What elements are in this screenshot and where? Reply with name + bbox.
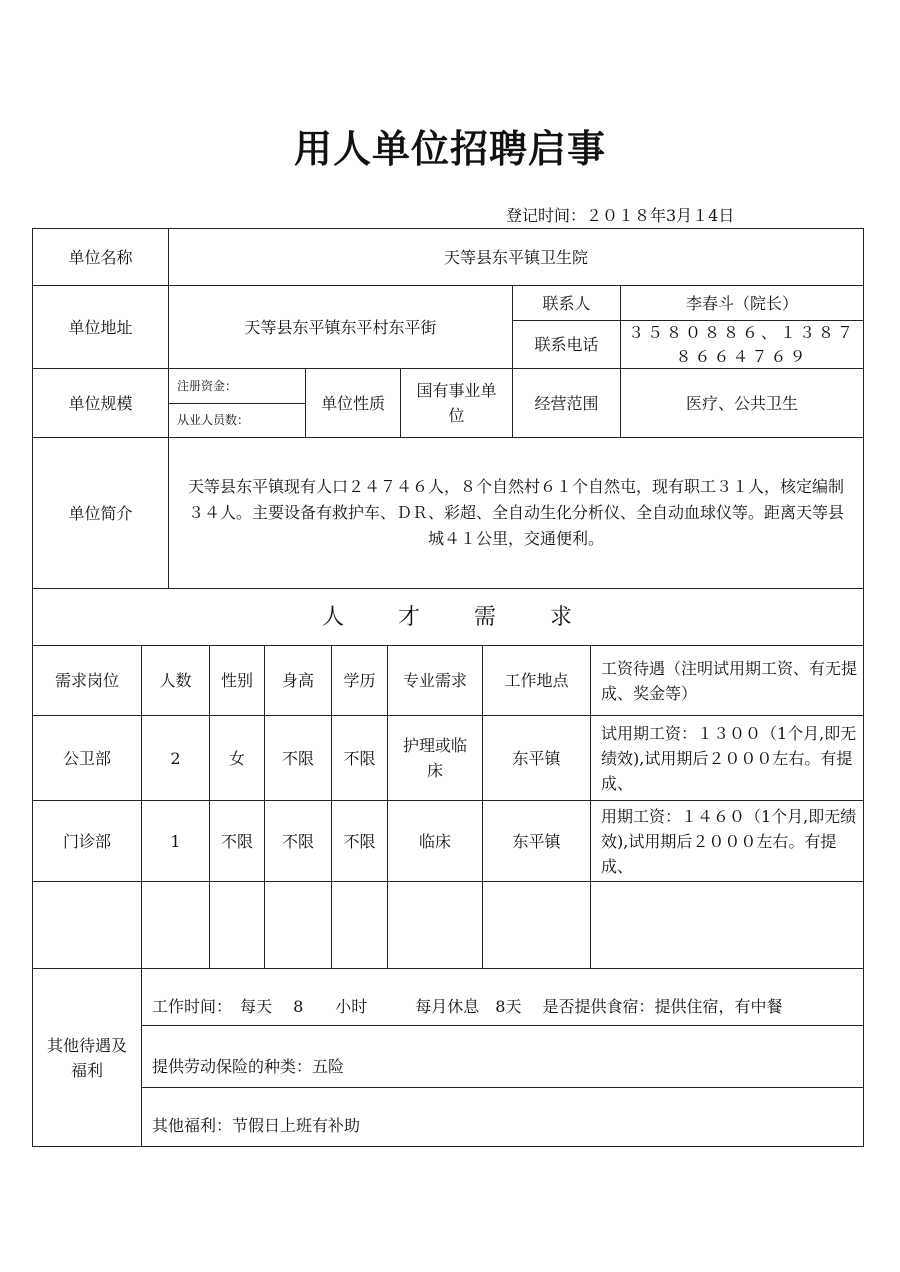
contact-label: 联系人 bbox=[512, 285, 621, 321]
header-education: 学历 bbox=[331, 645, 388, 716]
phone-value: ３５８０８８６、１３８７８６６４７６９ bbox=[620, 320, 864, 369]
row3-height bbox=[264, 881, 332, 969]
business-scope-value: 医疗、公共卫生 bbox=[620, 368, 864, 438]
row2-position: 门诊部 bbox=[32, 800, 142, 882]
row3-position bbox=[32, 881, 142, 969]
row1-count: 2 bbox=[141, 715, 210, 801]
row3-education bbox=[331, 881, 388, 969]
business-scope-label: 经营范围 bbox=[512, 368, 621, 438]
header-major: 专业需求 bbox=[387, 645, 483, 716]
row2-height: 不限 bbox=[264, 800, 332, 882]
unit-name-label: 单位名称 bbox=[32, 228, 169, 286]
row1-education: 不限 bbox=[331, 715, 388, 801]
header-location: 工作地点 bbox=[482, 645, 591, 716]
row2-education: 不限 bbox=[331, 800, 388, 882]
staff-count-label: 从业人员数： bbox=[168, 403, 306, 438]
header-gender: 性别 bbox=[209, 645, 265, 716]
phone-label: 联系电话 bbox=[512, 320, 621, 369]
heading-char: 求 bbox=[550, 604, 575, 630]
row1-major: 护理或临床 bbox=[387, 715, 483, 801]
heading-char: 需 bbox=[474, 604, 499, 630]
row3-count bbox=[141, 881, 210, 969]
row3-salary bbox=[590, 881, 864, 969]
unit-nature-label: 单位性质 bbox=[305, 368, 401, 438]
row3-gender bbox=[209, 881, 265, 969]
unit-scale-label: 单位规模 bbox=[32, 368, 169, 438]
benefits-other: 其他福利：节假日上班有补助 bbox=[141, 1087, 864, 1147]
row1-position: 公卫部 bbox=[32, 715, 142, 801]
unit-nature-value: 国有事业单位 bbox=[400, 368, 513, 438]
heading-char: 人 bbox=[321, 604, 346, 630]
contact-value: 李春斗（院长） bbox=[620, 285, 864, 321]
page-title: 用人单位招聘启事 bbox=[293, 126, 606, 171]
header-count: 人数 bbox=[141, 645, 210, 716]
header-salary: 工资待遇（注明试用期工资、有无提成、奖金等） bbox=[590, 645, 864, 716]
row3-major bbox=[387, 881, 483, 969]
row2-count: 1 bbox=[141, 800, 210, 882]
benefits-work-time: 工作时间： 每天 8 小时 每月休息 8天 是否提供食宿：提供住宿，有中餐 bbox=[141, 968, 864, 1026]
unit-intro-value: 天等县东平镇现有人口２４７４６人，８个自然村６１个自然屯，现有职工３１人，核定编制３４人。主要设备有救护车、ＤＲ、彩超、全自动生化分析仪、全自动血球仪等。距离天等县城４１公里，交通便利。 bbox=[168, 437, 864, 589]
row2-major: 临床 bbox=[387, 800, 483, 882]
row2-salary: 用期工资：１４６０（1个月,即无绩效),试用期后２０００左右。有提成、 bbox=[590, 800, 864, 882]
row1-salary: 试用期工资：１３００（1个月,即无绩效),试用期后２０００左右。有提成、 bbox=[590, 715, 864, 801]
row1-height: 不限 bbox=[264, 715, 332, 801]
row1-location: 东平镇 bbox=[482, 715, 591, 801]
row2-gender: 不限 bbox=[209, 800, 265, 882]
row2-location: 东平镇 bbox=[482, 800, 591, 882]
row3-location bbox=[482, 881, 591, 969]
unit-intro-label: 单位简介 bbox=[32, 437, 169, 589]
header-position: 需求岗位 bbox=[32, 645, 142, 716]
benefits-label: 其他待遇及福利 bbox=[32, 968, 142, 1147]
benefits-insurance: 提供劳动保险的种类：五险 bbox=[141, 1025, 864, 1088]
heading-char: 才 bbox=[397, 604, 422, 630]
unit-address-value: 天等县东平镇东平村东平街 bbox=[168, 285, 513, 369]
row1-gender: 女 bbox=[209, 715, 265, 801]
unit-address-label: 单位地址 bbox=[32, 285, 169, 369]
registration-date: 登记时间：２０１８年3月１4日 bbox=[506, 206, 735, 225]
header-height: 身高 bbox=[264, 645, 332, 716]
talent-demand-heading bbox=[32, 588, 864, 646]
unit-name-value: 天等县东平镇卫生院 bbox=[168, 228, 864, 286]
registered-capital-label: 注册资金： bbox=[168, 368, 306, 404]
